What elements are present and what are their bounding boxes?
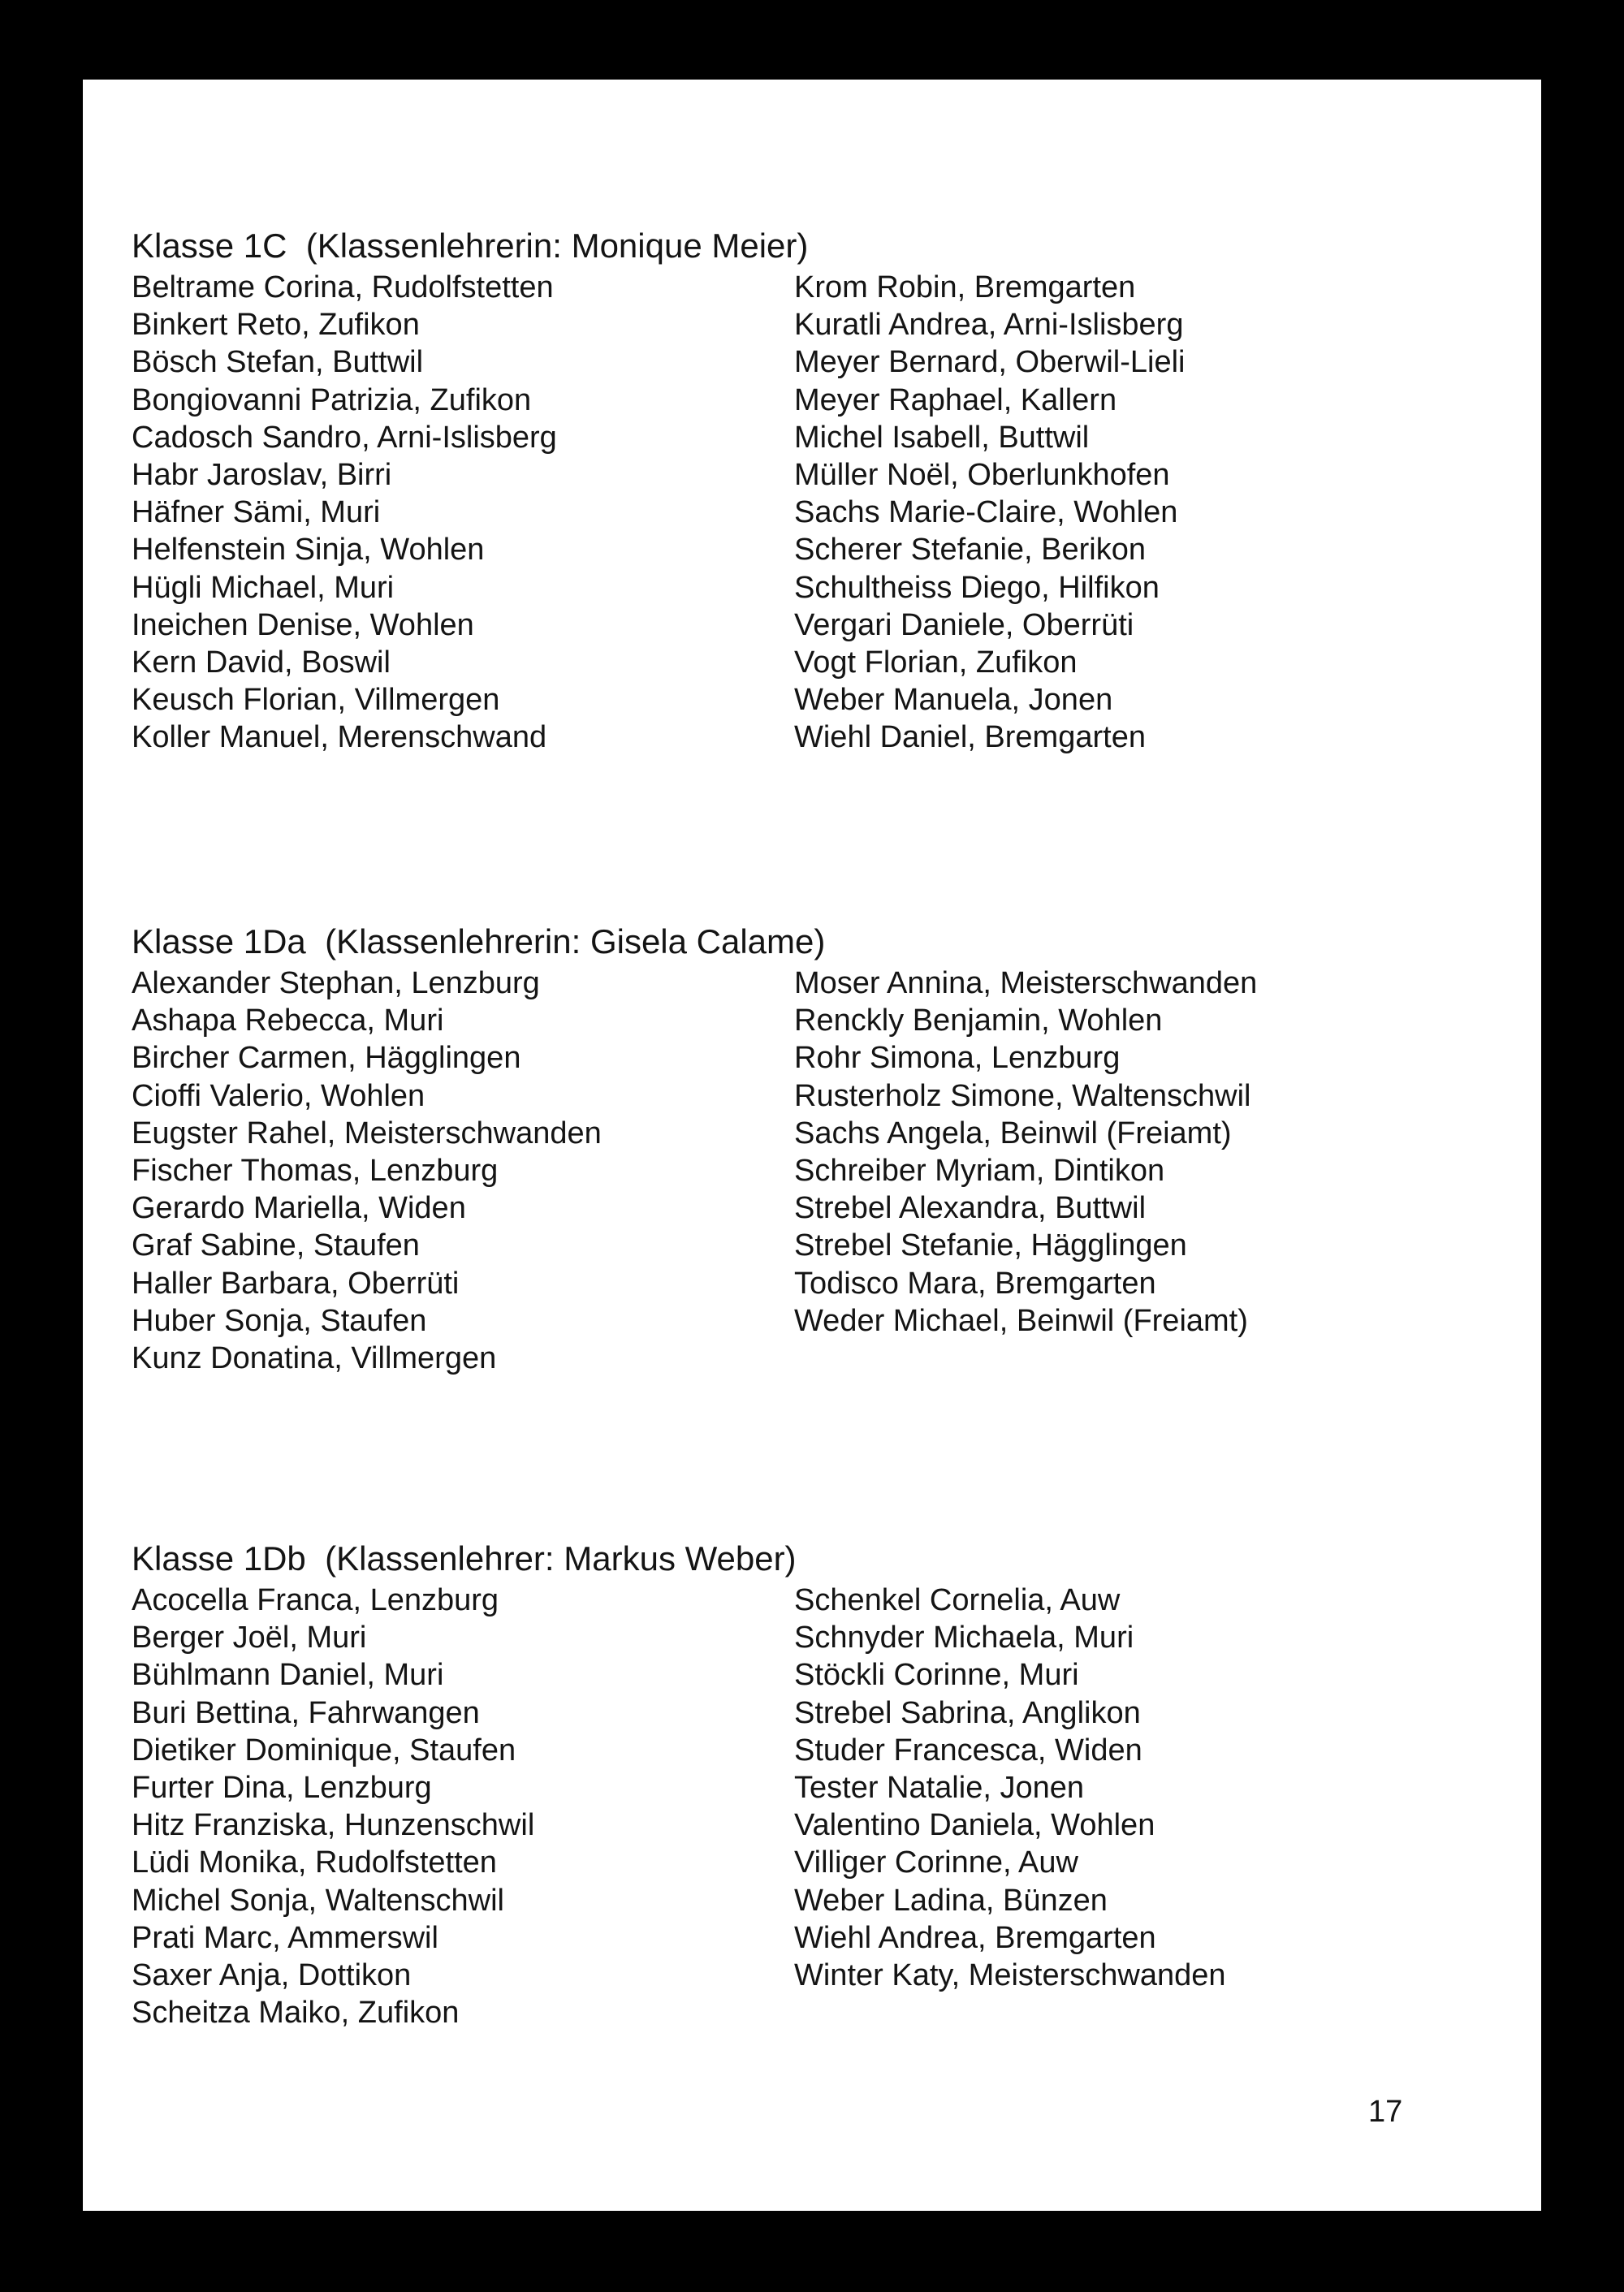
student-list-left (132, 965, 794, 1377)
student-entry: Studer Francesca, Widen (794, 1733, 1142, 1768)
student-entry: Sachs Angela, Beinwil (Freiamt) (794, 1116, 1232, 1150)
student-entry: Huber Sonja, Staufen (132, 1303, 427, 1338)
student-entry: Kuratli Andrea, Arni-Islisberg (794, 308, 1184, 343)
student-entry: Schnyder Michaela, Muri (794, 1621, 1134, 1655)
student-entry: Furter Dina, Lenzburg (132, 1771, 432, 1806)
student-entry: Dietiker Dominique, Staufen (132, 1733, 516, 1768)
class-heading (132, 1539, 1512, 1579)
student-entry: Haller Barbara, Oberrüti (132, 1266, 460, 1301)
student-columns (132, 965, 1512, 1377)
class-heading (132, 226, 1512, 266)
student-entry: Schultheiss Diego, Hilfikon (794, 570, 1160, 605)
student-entry: Saxer Anja, Dottikon (132, 1958, 412, 1993)
student-entry: Berger Joël, Muri (132, 1621, 367, 1655)
student-entry: Krom Robin, Bremgarten (794, 270, 1136, 304)
student-list-left (132, 1582, 794, 2031)
student-columns (132, 269, 1512, 757)
student-entry: Bösch Stefan, Buttwil (132, 345, 424, 380)
student-entry: Hitz Franziska, Hunzenschwil (132, 1808, 535, 1843)
student-entry: Kunz Donatina, Villmergen (132, 1341, 497, 1376)
student-entry: Meyer Bernard, Oberwil-Lieli (794, 345, 1186, 380)
page-number: 17 (1368, 2095, 1403, 2129)
student-list-left (132, 269, 794, 757)
student-entry: Strebel Sabrina, Anglikon (794, 1695, 1141, 1730)
student-entry: Wiehl Andrea, Bremgarten (794, 1920, 1156, 1955)
student-entry: Moser Annina, Meisterschwanden (794, 966, 1258, 1000)
student-entry: Weder Michael, Beinwil (Freiamt) (794, 1303, 1248, 1338)
student-entry: Wiehl Daniel, Bremgarten (794, 720, 1146, 755)
student-entry: Vergari Daniele, Oberrüti (794, 607, 1134, 642)
student-entry: Vogt Florian, Zufikon (794, 645, 1078, 680)
student-entry: Hügli Michael, Muri (132, 570, 395, 605)
student-entry: Bühlmann Daniel, Muri (132, 1658, 444, 1693)
student-entry: Häfner Sämi, Muri (132, 495, 381, 530)
student-entry: Kern David, Boswil (132, 645, 391, 680)
student-entry: Fischer Thomas, Lenzburg (132, 1154, 499, 1189)
student-entry: Acocella Franca, Lenzburg (132, 1583, 499, 1617)
teacher-label: (Klassenlehrer: Markus Weber) (325, 1539, 797, 1578)
student-entry: Koller Manuel, Merenschwand (132, 720, 547, 755)
student-entry: Eugster Rahel, Meisterschwanden (132, 1116, 602, 1150)
student-columns (132, 1582, 1512, 2031)
class-label: Klasse 1Db (132, 1539, 306, 1578)
student-entry: Gerardo Mariella, Widen (132, 1191, 466, 1226)
student-entry: Habr Jaroslav, Birri (132, 458, 392, 493)
student-entry: Winter Katy, Meisterschwanden (794, 1958, 1226, 1993)
student-entry: Rohr Simona, Lenzburg (794, 1041, 1121, 1076)
class-section-1c (132, 226, 1512, 757)
student-list-right (794, 965, 1509, 1377)
student-entry: Alexander Stephan, Lenzburg (132, 966, 540, 1000)
teacher-label: (Klassenlehrerin: Monique Meier) (305, 227, 809, 265)
student-entry: Michel Sonja, Waltenschwil (132, 1883, 504, 1918)
student-entry: Scheitza Maiko, Zufikon (132, 1996, 460, 2031)
student-entry: Renckly Benjamin, Wohlen (794, 1004, 1163, 1038)
student-entry: Beltrame Corina, Rudolfstetten (132, 270, 554, 304)
student-entry: Weber Ladina, Bünzen (794, 1883, 1108, 1918)
student-entry: Schenkel Cornelia, Auw (794, 1583, 1121, 1617)
student-entry: Tester Natalie, Jonen (794, 1771, 1084, 1806)
student-entry: Ineichen Denise, Wohlen (132, 607, 474, 642)
student-entry: Bircher Carmen, Hägglingen (132, 1041, 521, 1076)
class-label: Klasse 1Da (132, 922, 306, 960)
student-entry: Meyer Raphael, Kallern (794, 382, 1117, 417)
student-list-right (794, 1582, 1509, 2031)
student-entry: Rusterholz Simone, Waltenschwil (794, 1078, 1251, 1113)
document-page (83, 80, 1541, 2211)
student-entry: Helfenstein Sinja, Wohlen (132, 533, 485, 568)
class-heading (132, 922, 1512, 962)
student-entry: Cadosch Sandro, Arni-Islisberg (132, 420, 557, 455)
student-entry: Michel Isabell, Buttwil (794, 420, 1090, 455)
class-section-1db (132, 1539, 1512, 2031)
student-entry: Keusch Florian, Villmergen (132, 683, 500, 718)
student-entry: Graf Sabine, Staufen (132, 1228, 420, 1263)
teacher-label: (Klassenlehrerin: Gisela Calame) (325, 922, 826, 960)
student-entry: Buri Bettina, Fahrwangen (132, 1695, 480, 1730)
student-entry: Prati Marc, Ammerswil (132, 1920, 438, 1955)
student-entry: Müller Noël, Oberlunkhofen (794, 458, 1170, 493)
student-entry: Bongiovanni Patrizia, Zufikon (132, 382, 532, 417)
class-section-1da (132, 922, 1512, 1377)
student-entry: Ashapa Rebecca, Muri (132, 1004, 444, 1038)
student-entry: Villiger Corinne, Auw (794, 1845, 1078, 1880)
student-entry: Strebel Alexandra, Buttwil (794, 1191, 1147, 1226)
class-label: Klasse 1C (132, 227, 287, 265)
student-entry: Cioffi Valerio, Wohlen (132, 1078, 425, 1113)
student-list-right (794, 269, 1509, 757)
student-entry: Scherer Stefanie, Berikon (794, 533, 1147, 568)
student-entry: Binkert Reto, Zufikon (132, 308, 420, 343)
student-entry: Stöckli Corinne, Muri (794, 1658, 1079, 1693)
student-entry: Schreiber Myriam, Dintikon (794, 1154, 1165, 1189)
student-entry: Sachs Marie-Claire, Wohlen (794, 495, 1178, 530)
student-entry: Todisco Mara, Bremgarten (794, 1266, 1156, 1301)
student-entry: Valentino Daniela, Wohlen (794, 1808, 1155, 1843)
student-entry: Lüdi Monika, Rudolfstetten (132, 1845, 497, 1880)
student-entry: Strebel Stefanie, Hägglingen (794, 1228, 1187, 1263)
student-entry: Weber Manuela, Jonen (794, 683, 1113, 718)
